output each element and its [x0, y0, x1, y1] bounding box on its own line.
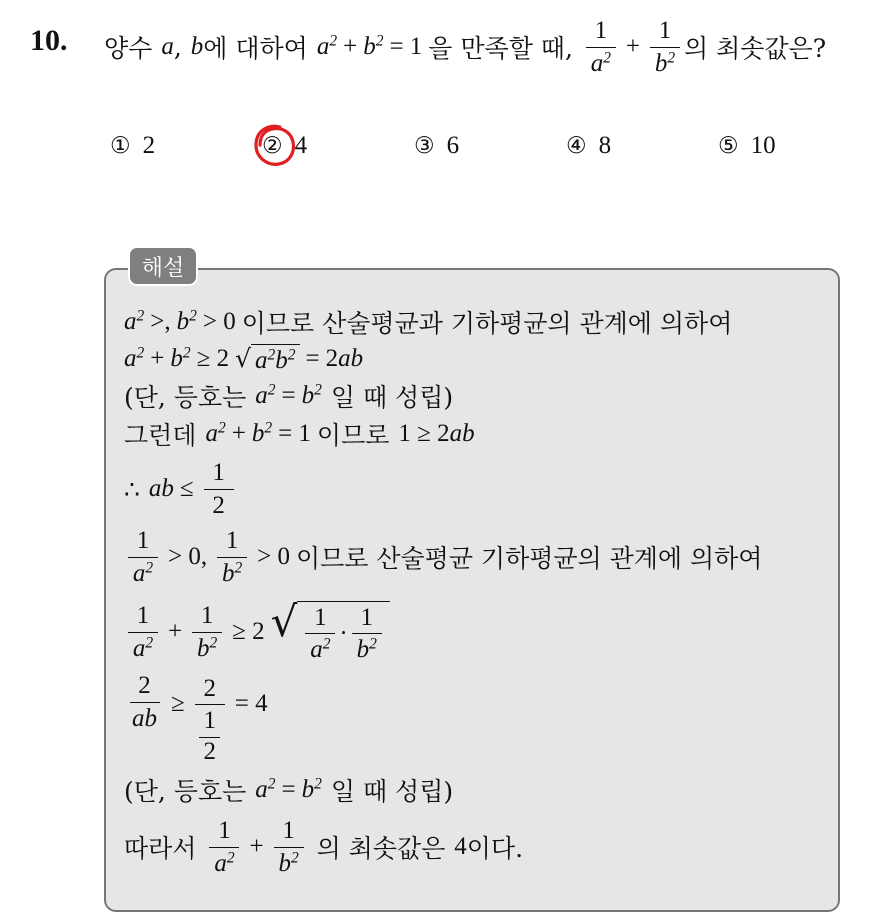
- solution-line-8: $\frac{2}{ab}$ ≥ 2 1 2 = 4: [124, 672, 274, 768]
- solution-line-4-mid: 이므로: [316, 421, 390, 450]
- sqrt-a2b2: √ $a^2b^2$: [235, 344, 299, 375]
- question-number: 10.: [30, 24, 68, 57]
- solution-line-10-text: (단, 등호는: [124, 777, 247, 806]
- var-a: a: [161, 33, 174, 60]
- choice-5[interactable]: [718, 132, 776, 160]
- solution-line-11-value: 4: [454, 833, 467, 860]
- question-text-before: 양수: [104, 34, 153, 63]
- solution-line-11: 따라서 $\frac{1}{a^2}$ + $\frac{1}{b^2}$ 의 최솟값은 4 이다.: [124, 817, 524, 877]
- sqrt-product: √ $\frac{1}{a^2}$ · $\frac{1}{b^2}$: [271, 601, 390, 664]
- question-stem: 양수 a , b 에 대하여 $a^2$ + $b^2$ = 1 을 만족할 때, $\frac{1}{a^2}$ + $\frac{1}{b^2}$ 의 최솟값은?: [104, 17, 827, 77]
- choice-marker-4: ④: [566, 133, 587, 159]
- solution-line-3-text: (단, 등호는: [124, 383, 247, 412]
- choice-1[interactable]: [110, 132, 155, 160]
- question-text-satisfy: 을 만족할 때,: [428, 34, 573, 63]
- comma: ,: [173, 32, 182, 62]
- choice-marker-3: ③: [414, 133, 435, 159]
- solution-line-11-text: 따라서: [124, 834, 197, 863]
- solution-line-11-tail: 이다.: [466, 834, 524, 863]
- math-a-squared: $a^2$: [316, 32, 338, 60]
- solution-line-3: (단, 등호는 $a^2$ = $b^2$ 일 때 성립): [124, 378, 453, 414]
- solution-line-4-text: 그런데: [124, 421, 197, 450]
- eq-rhs: = 1: [389, 33, 423, 60]
- solution-line-7: $\frac{1}{a^2}$ + $\frac{1}{b^2}$ ≥ 2 √ $\frac{1}{a^2}$ · $\frac{1}{b^2}$: [124, 598, 390, 666]
- choice-value-1: 2: [142, 132, 156, 159]
- solution-line-4: 그런데 $a^2$ + $b^2$ = 1 이므로 1 ≥ 2 ab: [124, 416, 475, 452]
- choice-value-3: 6: [446, 132, 460, 159]
- choice-value-2: 4: [294, 132, 308, 159]
- var-b: b: [190, 33, 204, 60]
- solution-line-10: (단, 등호는 $a^2$ = $b^2$ 일 때 성립): [124, 772, 453, 808]
- math-b-squared: $b^2$: [363, 32, 384, 60]
- therefore-symbol: ∴: [124, 474, 140, 504]
- question-text-about: 에 대하여: [203, 34, 308, 63]
- choice-value-4: 8: [598, 132, 612, 159]
- choice-4[interactable]: [566, 132, 611, 160]
- choice-marker-1: ①: [110, 133, 131, 159]
- choice-marker-2: ②: [262, 133, 283, 159]
- solution-line-11-end: 의 최솟값은: [316, 834, 446, 863]
- solution-line-5: ∴ ab ≤ $\frac{1}{2}$: [124, 458, 238, 520]
- solution-line-1: $a^2$ >, $b^2$ > 0 이므로 산술평균과 기하평균의 관계에 의하여: [124, 304, 732, 340]
- solution-line-6-text: 이므로 산술평균 기하평균의 관계에 의하여: [295, 544, 763, 573]
- fraction-one-over-b-squared: $\frac{1}{b^2}$: [650, 17, 680, 77]
- choice-marker-5: ⑤: [718, 133, 739, 159]
- choice-3[interactable]: [414, 132, 459, 160]
- solution-line-3-text-end: 일 때 성립): [330, 383, 454, 412]
- fraction-one-over-a-squared: $\frac{1}{a^2}$: [586, 17, 616, 77]
- solution-line-2: $a^2$ + $b^2$ ≥ 2 √ $a^2b^2$ = 2 ab: [124, 343, 364, 374]
- choice-value-5: 10: [750, 132, 776, 159]
- solution-line-10-text-end: 일 때 성립): [330, 777, 454, 806]
- solution-line-1-text: 이므로 산술평균과 기하평균의 관계에 의하여: [241, 309, 733, 338]
- plus-sign: +: [343, 33, 358, 60]
- question-text-end: 의 최솟값은?: [684, 34, 827, 63]
- solution-tag: 해설: [128, 246, 198, 286]
- answer-circle-mark-icon: [250, 121, 298, 169]
- solution-line-6: $\frac{1}{a^2}$ > 0, $\frac{1}{b^2}$ > 0 이므로 산술평균 기하평균의 관계에 의하여: [124, 526, 762, 588]
